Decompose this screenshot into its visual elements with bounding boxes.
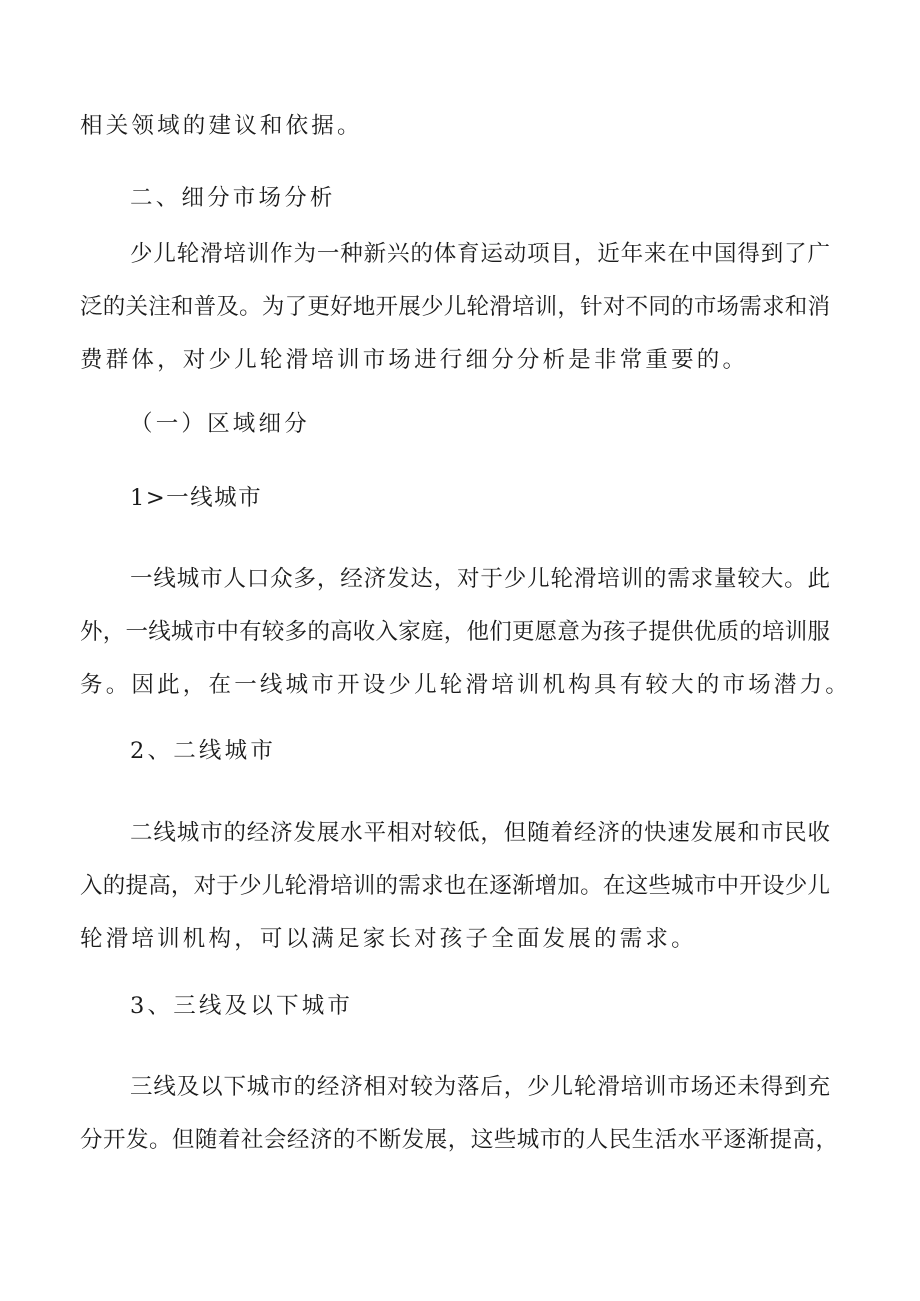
paragraph-line: 务。因此，在一线城市开设少儿轮滑培训机构具有较大的市场潜力。 [80,672,852,698]
item-heading: 1>一线城市 [130,485,263,511]
item-heading: 2、二线城市 [130,738,277,764]
subsection-heading: （一）区域细分 [130,411,310,437]
paragraph-line: 轮滑培训机构，可以满足家长对孩子全面发展的需求。 [80,926,697,952]
paragraph-line: 少儿轮滑培训作为一种新兴的体育运动项目，近年来在中国得到了广 [130,241,830,267]
paragraph-line: 一线城市人口众多，经济发达，对于少儿轮滑培训的需求量较大。此 [130,566,830,592]
paragraph-line: 费群体，对少儿轮滑培训市场进行细分分析是非常重要的。 [80,347,749,373]
paragraph-line: 外，一线城市中有较多的高收入家庭，他们更愿意为孩子提供优质的培训服 [80,619,830,645]
section-heading: 二、细分市场分析 [130,185,336,211]
paragraph-line: 三线及以下城市的经济相对较为落后，少儿轮滑培训市场还未得到充 [130,1074,830,1100]
text-line-continuation: 相关领域的建议和依据。 [80,113,363,139]
paragraph-line: 泛的关注和普及。为了更好地开展少儿轮滑培训，针对不同的市场需求和消 [80,294,830,320]
paragraph-line: 二线城市的经济发展水平相对较低，但随着经济的快速发展和市民收 [130,820,830,846]
item-heading: 3、三线及以下城市 [130,993,354,1019]
paragraph-line: 分开发。但随着社会经济的不断发展，这些城市的人民生活水平逐渐提高， [80,1127,838,1153]
paragraph-line: 入的提高，对于少儿轮滑培训的需求也在逐渐增加。在这些城市中开设少儿 [80,873,830,899]
